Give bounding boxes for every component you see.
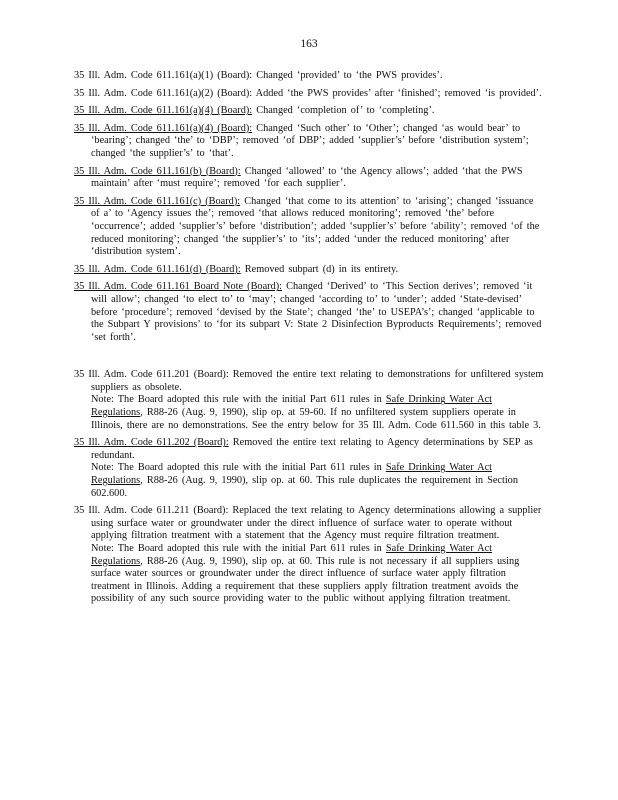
code-reference: 35 Ill. Adm. Code 611.161(a)(4) (Board): [74, 105, 253, 117]
board-note [91, 394, 544, 432]
code-reference: 35 Ill. Adm. Code 611.161 Board Note (Board): [74, 281, 283, 293]
change-description: Changed ‘completion of’ to ‘completing’. [256, 105, 435, 117]
amendment-entry [74, 166, 544, 191]
note-text: Note: The Board adopted this rule with the initial Part 611 rules in [91, 543, 386, 554]
amendment-entry [74, 196, 544, 259]
change-description: Added ‘the PWS provides’ after ‘finished’; removed ‘is provided’. [255, 87, 542, 99]
amendment-entries [74, 70, 544, 611]
change-description: Changed ‘provided’ to ‘the PWS provides’. [256, 70, 443, 81]
change-description: Changed ‘Such other’ to ‘Other’; changed ‘as would bear’ to ‘bearing’; changed ‘the’ to ‘DBP’; removed ‘of DBP’; added ‘supplier’s’ before ‘distribution system’; changed ‘the supplier’s’ to ‘that’. [91, 122, 529, 159]
change-description: Removed subpart (d) in its entirety. [244, 263, 399, 275]
change-description: Removed the entire text relating to demonstrations for unfiltered system suppliers as obsolete. [91, 369, 544, 393]
note-citation-title: Safe Drinking Water Act Regulations [91, 394, 493, 419]
note-text: , R88-26 (Aug. 9, 1990), slip op. at 59-60. If no unfiltered system suppliers operate in Illinois, there are no demonstrations. See the entry below for 35 Ill. Adm. Code 611.560 in this table 3. [91, 407, 541, 431]
amendment-entry [74, 437, 544, 500]
note-text: , R88-26 (Aug. 9, 1990), slip op. at 60. This rule is not necessary if all suppliers using surface water sources or groundwater under the direct influence of surface water apply filtration treatment in Illinois. Adding a requirement that these suppliers apply filtration treatment avoids the possibility of any such source providing water to the public without applying filtration treatment. [91, 555, 520, 605]
note-text: , R88-26 (Aug. 9, 1990), slip op. at 60. This rule duplicates the requirement in Section 602.600. [91, 475, 518, 499]
note-citation-title: Safe Drinking Water Act Regulations [91, 543, 493, 567]
amendment-entry [74, 281, 544, 344]
change-description: Removed the entire text relating to Agency determinations by SEP as redundant. [91, 437, 533, 461]
code-reference: 35 Ill. Adm. Code 611.161(c) (Board): [74, 195, 241, 207]
code-reference: 35 Ill. Adm. Code 611.161(a)(4) (Board): [74, 122, 253, 134]
code-reference: 35 Ill. Adm. Code 611.211 (Board): [74, 505, 229, 517]
code-reference: 35 Ill. Adm. Code 611.161(a)(1) (Board): [74, 70, 253, 81]
change-description: Changed ‘Derived’ to ‘This Section derives’; removed ‘it will allow’; changed ‘to elect to’ to ‘may’; changed ‘according to’ to ‘under’; added ‘State-devised’ before ‘procedure’; removed ‘devised by the State’; changed ‘the’ to USEPA’s’; changed ‘applicable to the Subpart Y provisions’ to ‘for its subpart V: State 2 Disinfection Byproducts Requirements’; removed ‘set forth’. [91, 281, 542, 343]
code-reference: 35 Ill. Adm. Code 611.202 (Board): [74, 437, 229, 449]
board-note [91, 462, 544, 500]
code-reference: 35 Ill. Adm. Code 611.161(b) (Board): [74, 165, 241, 177]
amendment-entry [74, 70, 544, 83]
amendment-entry [74, 264, 544, 277]
code-reference: 35 Ill. Adm. Code 611.201 (Board): [74, 369, 229, 381]
amendment-entry [74, 505, 544, 606]
amendment-entry [74, 123, 544, 161]
amendment-entry [74, 369, 544, 432]
amendment-entry [74, 88, 544, 101]
note-text: Note: The Board adopted this rule with the initial Part 611 rules in [91, 462, 386, 474]
change-description: Changed ‘that come to its attention’ to ‘arising’; changed ‘issuance of a’ to ‘Agency issues the’; removed ‘that allows reduced monitoring’; removed ‘the’ before ‘occurrence’; added ‘supplier’s’ before ‘distribution’; added ‘supplier’s’ before ‘ability’; removed ‘of the reduced monitoring’; changed ‘the supplier’s’ to ‘its’; added ‘under the reduced monitoring’ after ‘distribution system’. [91, 195, 540, 258]
change-description: Replaced the text relating to Agency determinations allowing a supplier using surface water or groundwater under the direct influence of surface water to operate without applying filtration treatment with a statement that the Agency must require filtration treatment. [91, 505, 542, 542]
change-description: Changed ‘allowed’ to ‘the Agency allows’; added ‘that the PWS maintain’ after ‘must require’; removed ‘for each supplier’. [91, 165, 523, 190]
note-citation-title: Safe Drinking Water Act Regulations [91, 462, 493, 487]
page-number: 163 [300, 38, 318, 50]
code-reference: 35 Ill. Adm. Code 611.161(a)(2) (Board): [74, 87, 253, 99]
board-note [91, 543, 544, 606]
note-text: Note: The Board adopted this rule with the initial Part 611 rules in [91, 394, 386, 406]
code-reference: 35 Ill. Adm. Code 611.161(d) (Board): [74, 263, 241, 275]
amendment-entry [74, 105, 544, 118]
